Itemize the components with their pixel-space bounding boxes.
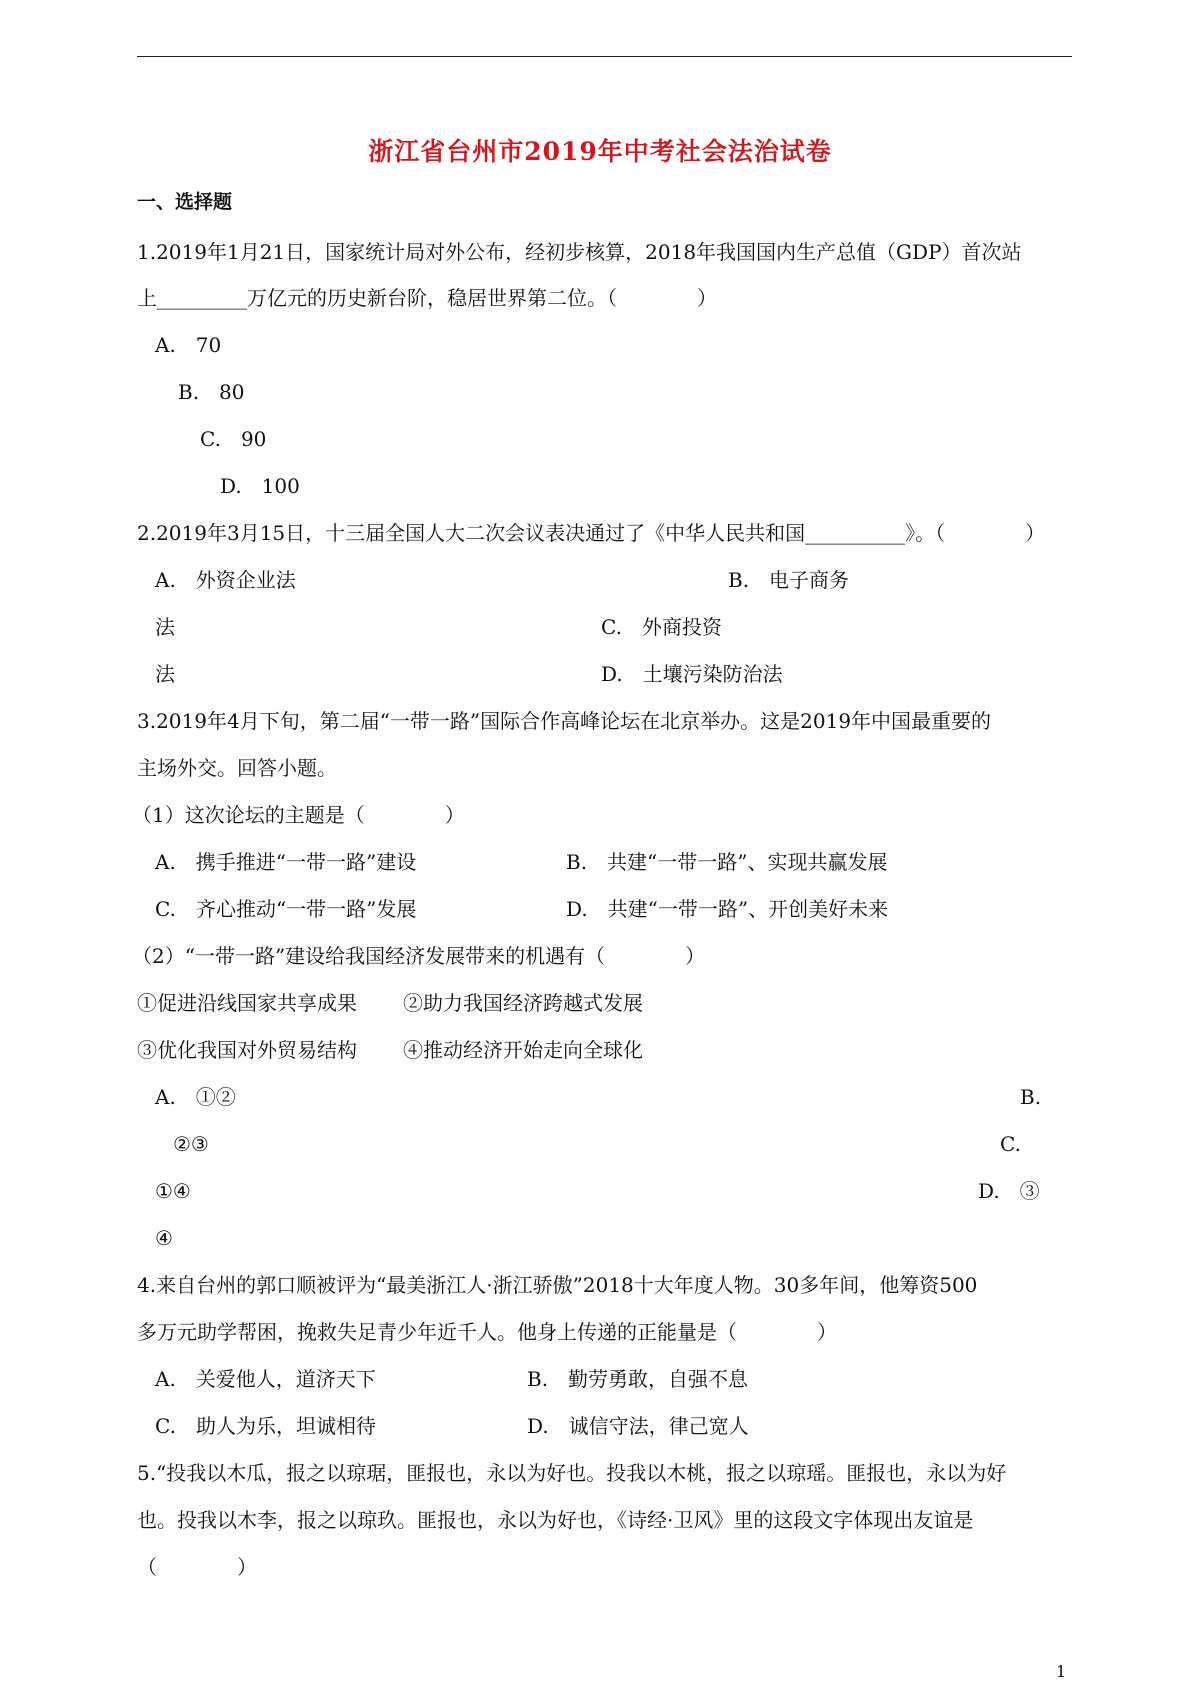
q3-stem-line2: 主场外交。回答小题。 (137, 756, 337, 780)
q2-option-c-tail: 法 (155, 662, 175, 686)
q4-option-b: B. 勤劳勇敢，自强不息 (527, 1367, 749, 1391)
q5-stem-line1: 5.“投我以木瓜，报之以琼琚，匪报也，永以为好也。投我以木桃，报之以琼瑶。匪报也，永以为好 (137, 1461, 1007, 1485)
document-title: 浙江省台州市2019年中考社会法治试卷 (368, 137, 832, 166)
q3-sub1-stem: （1）这次论坛的主题是（ ） (132, 803, 465, 827)
q3-sub2-option-d-tail: ④ (155, 1226, 173, 1250)
q3-sub1-option-d: D. 共建“一带一路”、开创美好未来 (566, 897, 889, 921)
q3-sub1-option-a: A. 携手推进“一带一路”建设 (155, 850, 417, 874)
q4-option-a: A. 关爱他人，道济天下 (155, 1367, 376, 1391)
q1-option-c: C. 90 (200, 427, 267, 451)
q2-option-a: A. 外资企业法 (155, 568, 296, 592)
q3-sub2-option-c-tail: ①④ (155, 1179, 191, 1203)
header-rule (137, 56, 1072, 57)
q4-stem-line1: 4.来自台州的郭口顺被评为“最美浙江人·浙江骄傲”2018十大年度人物。30多年间，他筹资500 (137, 1273, 978, 1297)
q1-option-a: A. 70 (155, 333, 222, 357)
q3-stem-line1: 3.2019年4月下旬，第二届“一带一路”国际合作高峰论坛在北京举办。这是2019年中国最重要的 (137, 709, 992, 733)
q3-sub2-stem: （2）“一带一路”建设给我国经济发展带来的机遇有（ ） (132, 944, 706, 968)
q2-stem: 2.2019年3月15日，十三届全国人大二次会议表决通过了《中华人民共和国__________》。（ ） (137, 521, 1046, 545)
q3-sub2-option-b: B. (1020, 1085, 1042, 1109)
q3-sub2-statement-1: ①促进沿线国家共享成果 (137, 991, 357, 1015)
q4-stem-line2: 多万元助学帮困，挽救失足青少年近千人。他身上传递的正能量是（ ） (137, 1320, 837, 1344)
q2-option-d: D. 土壤污染防治法 (601, 662, 783, 686)
q2-option-c: C. 外商投资 (601, 615, 722, 639)
q3-sub1-option-b: B. 共建“一带一路”、实现共赢发展 (566, 850, 888, 874)
q3-sub2-option-a: A. ①② (155, 1085, 236, 1109)
q3-sub2-statement-2: ②助力我国经济跨越式发展 (403, 991, 643, 1015)
q1-stem-line2: 上_________万亿元的历史新台阶，稳居世界第二位。（ ） (137, 286, 717, 310)
q1-option-b: B. 80 (178, 380, 245, 404)
q2-option-b: B. 电子商务 (728, 568, 850, 592)
q5-stem-line2: 也。投我以木李，报之以琼玖。匪报也，永以为好也，《诗经·卫风》里的这段文字体现出友谊是 (137, 1508, 974, 1532)
q2-option-b-tail: 法 (155, 615, 175, 639)
q1-stem-line1: 1.2019年1月21日，国家统计局对外公布，经初步核算，2018年我国国内生产总值（GDP）首次站 (137, 240, 1022, 264)
page-number: 1 (1056, 1662, 1067, 1681)
q5-stem-line3: （ ） (137, 1555, 257, 1579)
q1-option-d: D. 100 (220, 474, 300, 498)
section-heading: 一、选择题 (137, 191, 233, 213)
q3-sub2-statement-4: ④推动经济开始走向全球化 (403, 1038, 643, 1062)
q3-sub1-option-c: C. 齐心推动“一带一路”发展 (155, 897, 417, 921)
q3-sub2-option-d: D. ③ (978, 1179, 1040, 1203)
q4-option-d: D. 诚信守法，律己宽人 (527, 1414, 749, 1438)
q3-sub2-option-b-tail: ②③ (173, 1132, 209, 1156)
q3-sub2-option-c: C. (1000, 1132, 1021, 1156)
q4-option-c: C. 助人为乐，坦诚相待 (155, 1414, 376, 1438)
q3-sub2-statement-3: ③优化我国对外贸易结构 (137, 1038, 357, 1062)
